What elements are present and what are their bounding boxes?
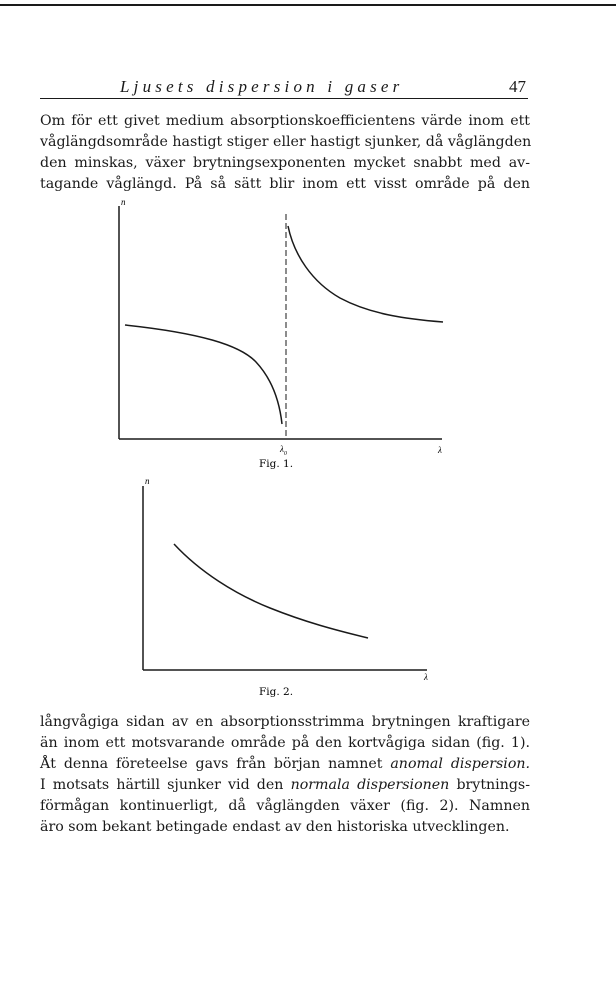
fig1-y-axis-label: n: [121, 197, 126, 207]
fig2-curve-normal-dispersion: [174, 544, 368, 638]
fig1-curve-short-wavelength: [125, 325, 282, 424]
paragraph-bottom: [40, 712, 530, 838]
fig2-x-axis-label: λ: [424, 672, 428, 682]
figure-2: [143, 476, 428, 698]
text-line: långvågiga sidan av en absorptionsstrimma brytningen kraftigare: [40, 714, 530, 730]
fig1-lambda0-label: [279, 444, 287, 457]
fig1-curve-long-wavelength: [288, 226, 443, 322]
fig1-x-axis-label: λ: [438, 445, 442, 455]
text-line: [40, 754, 530, 775]
fig2-y-axis-label: n: [145, 476, 150, 486]
text-line: våglängdsområde hastigt stiger eller hastigt sjunker, då våglängden: [40, 134, 532, 150]
text-line: än inom ett motsvarande område på den kortvågiga sidan (fig. 1).: [40, 735, 530, 751]
text-line: [40, 775, 530, 796]
text-line: tagande våglängd. På så sätt blir inom ett visst område på den: [40, 176, 530, 192]
fig1-lambda0-subscript: 0: [283, 451, 287, 457]
text-line: den minskas, växer brytningsexponenten mycket snabbt med av-: [40, 155, 530, 171]
text-line: förmågan kontinuerligt, då våglängden växer (fig. 2). Namnen: [40, 798, 530, 814]
term-anomal-dispersion: anomal dispersion.: [390, 756, 531, 772]
term-normala-dispersionen: normala dispersionen: [290, 777, 450, 793]
fig1-caption: Fig. 1.: [259, 458, 294, 470]
figure-1: [119, 197, 443, 470]
fig1-lambda0-symbol: λ: [280, 444, 284, 454]
text-span: brytnings-: [449, 777, 530, 793]
fig2-caption: Fig. 2.: [259, 686, 294, 698]
text-line: äro som bekant betingade endast av den historiska utvecklingen.: [40, 819, 510, 835]
text-span: Åt denna företeelse gavs från början namnet: [40, 756, 391, 772]
text-line: Om för ett givet medium absorptionskoefficientens värde inom ett: [40, 113, 530, 129]
text-span: I motsats härtill sjunker vid den: [40, 777, 291, 793]
page-number: 47: [509, 77, 526, 96]
running-title: Ljusets dispersion i gaser: [120, 77, 404, 96]
